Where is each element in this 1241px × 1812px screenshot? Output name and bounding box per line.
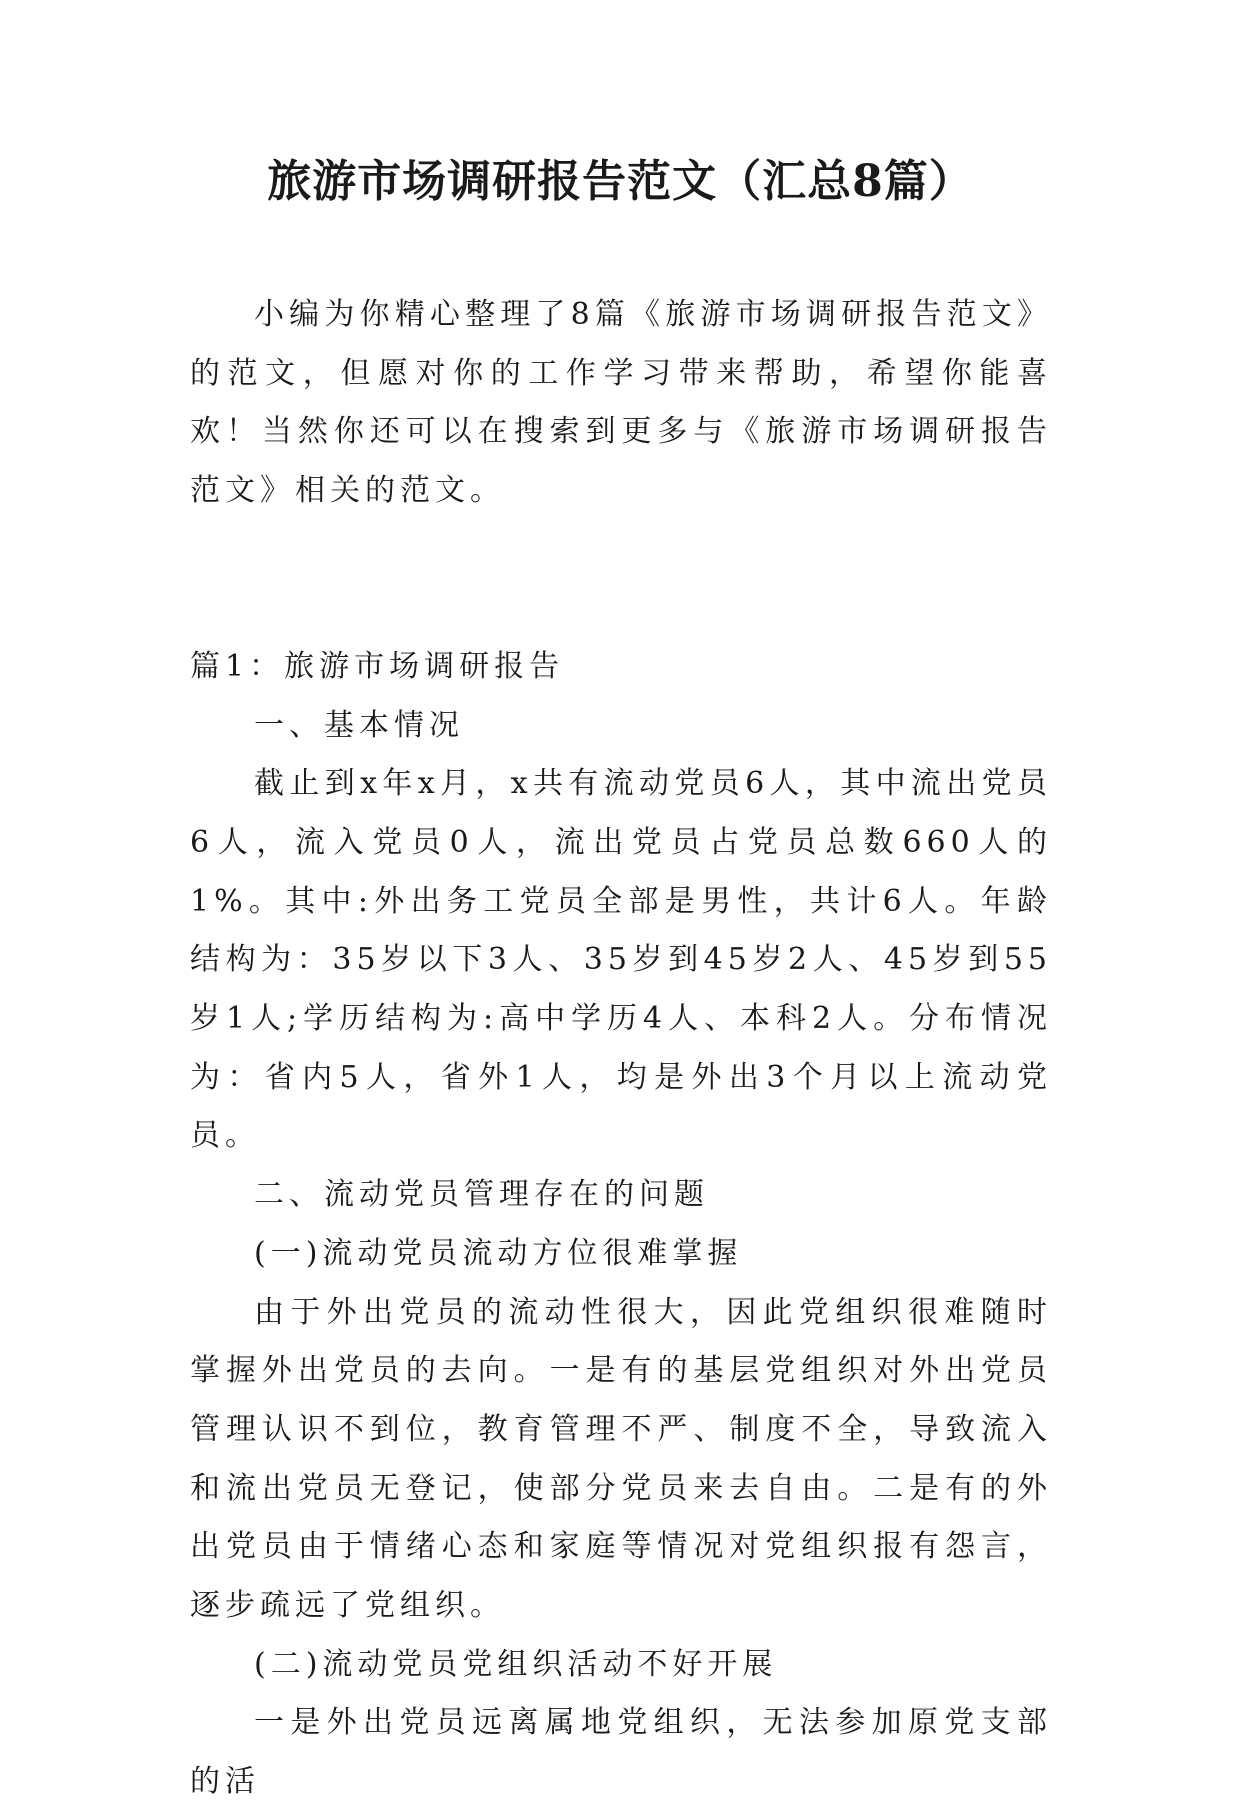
section-spacer [190,521,1052,638]
subheading-problem-2: (二)流动党员党组织活动不好开展 [254,1646,778,1682]
document-body [190,286,1052,1812]
subheading-problem-1: (一)流动党员流动方位很难掌握 [254,1235,743,1271]
paragraph-problem-1: 由于外出党员的流动性很大，因此党组织很难随时掌握外出党员的去向。一是有的基层党组织对外出党员管理认识不到位，教育管理不严、制度不全，导致流入和流出党员无登记，使部分党员来去自由。二是有的外出党员由于情绪心态和家庭等情况对党组织报有怨言，逐步疏远了党组织。 [190,1294,1052,1624]
paragraph-problem-2: 一是外出党员远离属地党组织，无法参加原党支部的活 [190,1705,1052,1800]
subheading-problems: 二、流动党员管理存在的问题 [254,1177,709,1213]
section-title: 篇1：旅游市场调研报告 [190,648,565,684]
document-title: 旅游市场调研报告范文（汇总8篇） [267,156,974,207]
intro-paragraph: 小编为你精心整理了8篇《旅游市场调研报告范文》的范文，但愿对你的工作学习带来帮助，希望你能喜欢！当然你还可以在搜索到更多与《旅游市场调研报告范文》相关的范文。 [190,297,1052,509]
paragraph-basic-situation: 截止到x年x月，x共有流动党员6人，其中流出党员6人，流入党员0人，流出党员占党员总数660人的1%。其中:外出务工党员全部是男性，共计6人。年龄结构为：35岁以下3人、35岁到45岁2人、45岁到55岁1人;学历结构为:高中学历4人、本科2人。分布情况为：省内5人，省外1人，均是外出3个月以上流动党员。 [190,766,1052,1154]
subheading-basic-situation: 一、基本情况 [254,707,464,743]
